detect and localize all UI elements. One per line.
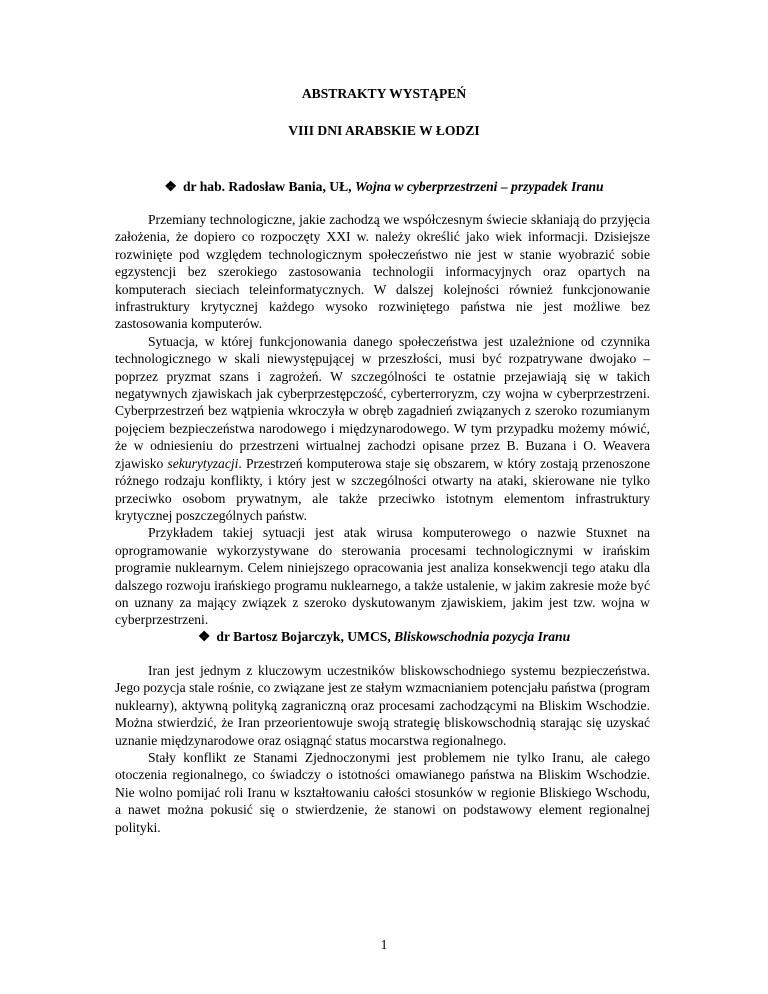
- section-body-1: [115, 211, 650, 629]
- section-author-1: dr hab. Radosław Bania, UŁ,: [182, 179, 355, 194]
- paragraph: Przemiany technologiczne, jakie zachodzą we współczesnym świecie skłaniają do przyjęcia założenia, że dopiero co rozpoczęty XXI w. należy określić jako wiek informacji. Dzisiejsze rozwinięte pod względem technologicznym społeczeństwo nie jest w stanie wyobrazić sobie egzystencji bez szerokiego zastosowania technologii informacyjnych oraz opartych na komputerach sieciach teleinformatycznych. W dalszej kolejności również funkcjonowanie infrastruktury krytycznej każdego wysoko rozwiniętego państwa nie jest możliwe bez zastosowania komputerów.: [115, 212, 650, 332]
- paragraph: Sytuacja, w której funkcjonowania danego społeczeństwa jest uzależnione od czynnika technologicznego w skali niewystępującej w przeszłości, musi być rozpatrywane dwojako – poprzez pryzmat szans i zagrożeń. W szczególności te ostatnie przejawiają się w takich negatywnych zjawiskach jak cyberprzestępczość, cyberterroryzm, czy wojna w cyberprzestrzeni. Cyberprzestrzeń bez wątpienia wkroczyła w obręb zagadnień związanych z szeroko rozumianym pojęciem bezpieczeństwa narodowego i międzynarodowego. W tym przypadku możemy mówić, że w odniesieniu do przestrzeni wirtualnej zachodzi opisane przez B. Buzana i O. Weavera zjawisko sekurytyzacji. Przestrzeń komputerowa staje się obszarem, w który zostają przenoszone różnego rodzaju konflikty, i który jest w szczególności otwarty na ataki, skierowane nie tylko przeciwko osobom prywatnym, ale także przeciwko istotnym elementom infrastruktury krytycznej poszczególnych państw.: [115, 333, 650, 523]
- paragraph: Przykładem takiej sytuacji jest atak wirusa komputerowego o nazwie Stuxnet na oprogramowanie wykorzystywane do sterowania procesami technologicznymi w irańskim programie nuklearnym. Celem niniejszego opracowania jest analiza konsekwencji tego ataku dla dalszego rozwoju irańskiego programu nuklearnego, a także ustalenie, w jakim zakresie może być on uznany za mający związek z szeroko dyskutowanym zjawiskiem, jakim jest tzw. wojna w cyberprzestrzeni.: [115, 525, 650, 628]
- diamond-bullet-icon: ❖: [197, 630, 211, 645]
- section-body-2: [115, 662, 650, 836]
- diamond-bullet-icon: ❖: [164, 180, 177, 195]
- paragraph: Iran jest jednym z kluczowym uczestników bliskowschodniego systemu bezpieczeństwa. Jego pozycja stale rośnie, co związane jest ze stałym wzmacnianiem potencjału państwa (program nuklearny), aktywną polityką zagraniczną oraz procesami zachodzącymi na Bliskim Wschodzie. Można stwierdzić, że Iran przeorientowuje swoją strategię bliskowschodnią starając się uzyskać uznanie międzynarodowe oraz osiągnąć status mocarstwa regionalnego.: [115, 663, 650, 748]
- section-heading-1: [0, 178, 768, 196]
- document-title: ABSTRAKTY WYSTĄPEŃ: [301, 86, 467, 101]
- section-talk-title-1: Wojna w cyberprzestrzeni – przypadek Iranu: [354, 179, 604, 194]
- section-heading-2: [0, 628, 768, 646]
- page-number: 1: [380, 937, 388, 952]
- section-talk-title-2: Bliskowschodnia pozycja Iranu: [394, 629, 571, 644]
- document-subtitle: VIII DNI ARABSKIE W ŁODZI: [288, 123, 480, 138]
- section-author-2: dr Bartosz Bojarczyk, UMCS,: [216, 629, 395, 644]
- paragraph: Stały konflikt ze Stanami Zjednoczonymi jest problemem nie tylko Iranu, ale całego otoczenia regionalnego, co świadczy o istotności omawianego państwa na Bliskim Wschodzie. Nie wolno pomijać roli Iranu w kształtowaniu całości stosunków w regionie Bliskiego Wschodu, a nawet można pokusić się o stwierdzenie, że stanowi on podstawowy element regionalnej polityki.: [115, 750, 650, 835]
